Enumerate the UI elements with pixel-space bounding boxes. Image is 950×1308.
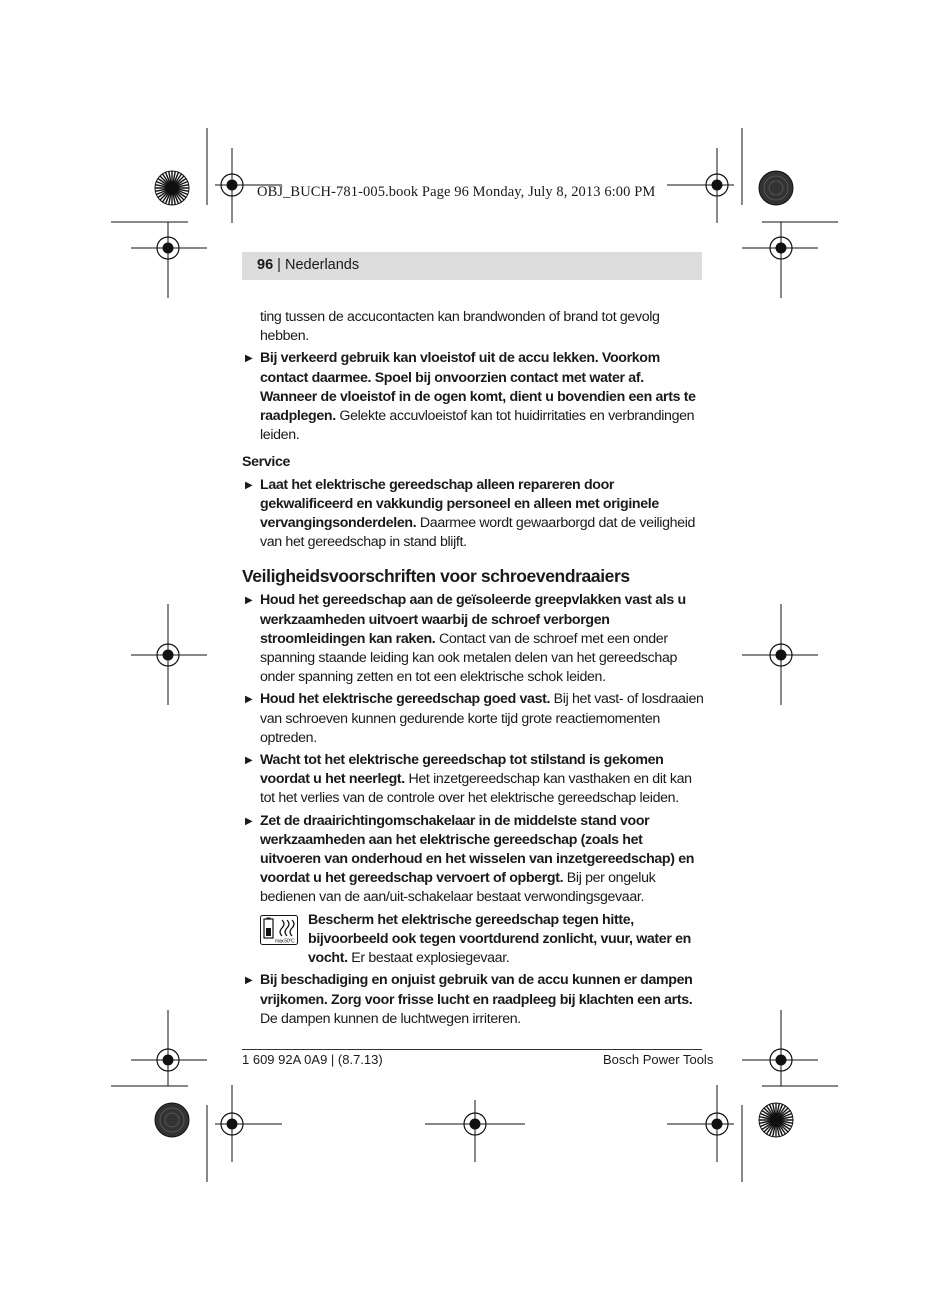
bullet-triangle-icon: ▶ <box>245 694 253 706</box>
bullet-triangle-icon: ▶ <box>245 755 253 767</box>
intro-paragraph: ting tussen de accucontacten kan brandwonden of brand tot gevolg hebben. <box>260 309 660 345</box>
header-separator: | <box>273 257 285 273</box>
list-item: ▶ Laat het elektrische gereedschap alleen repareren door gekwalificeerd en vakkundig personeel en alleen met originele vervangingsonderdelen. Daarmee wordt gewaarborgd dat de veiligheid van het gereedschap in stand blijft. <box>245 476 696 551</box>
heat-warning-item: max.50°C Bescherm het elektrische gereedschap tegen hitte, bijvoorbeeld ook tegen voortdurend zonlicht, vuur, water en vocht. Er bestaat explosiegevaar. <box>242 911 704 969</box>
footer-brand: Bosch Power Tools <box>603 1052 714 1067</box>
svg-text:max.50°C: max.50°C <box>275 938 295 945</box>
document-body <box>242 308 704 1029</box>
list-item: ▶ Zet de draairichtingomschakelaar in de middelste stand voor werkzaamheden aan het elektrische gereedschap (zoals het uitvoeren van onderhoud en het wisselen van inzetgereedschap) en voordat u het gereedschap vervoert of opbergt. Bij per ongeluk bedienen van de aan/uit-schakelaar bestaat verwondingsgevaar. <box>245 812 695 906</box>
footer-document-code: 1 609 92A 0A9 | (8.7.13) <box>242 1052 383 1067</box>
list-item: ▶ Bij verkeerd gebruik kan vloeistof uit de accu lekken. Voorkom contact daarmee. Spoel bij onvoorzien contact met water af. Wanneer de vloeistof in de ogen komt, dient u bovendien een arts te raadplegen. Gelekte accuvloeistof kan tot huidirritaties en verbrandingen leiden. <box>245 350 696 444</box>
list-item: ▶ Bij beschadiging en onjuist gebruik van de accu kunnen er dampen vrijkomen. Zorg voor frisse lucht en raadpleeg bij klachten een arts. De dampen kunnen de luchtwegen irriteren. <box>245 972 693 1027</box>
bullet-triangle-icon: ▶ <box>245 479 253 491</box>
section-name: Nederlands <box>284 257 360 273</box>
bullet-triangle-icon: ▶ <box>245 815 253 827</box>
page-number: 96 <box>257 257 274 273</box>
bullet-triangle-icon: ▶ <box>245 975 253 987</box>
bullet-triangle-icon: ▶ <box>245 595 253 607</box>
list-item: ▶ Houd het gereedschap aan de geïsoleerde greepvlakken vast als u werkzaamheden uitvoert waarbij de schroef verborgen stroomleidingen kan raken. Contact van de schroef met een onder spanning staande leiding kan ook metalen delen van het gereedschap onder spanning zetten en tot een elektrische schok leiden. <box>245 592 686 686</box>
list-item: ▶ Houd het elektrische gereedschap goed vast. Bij het vast- of losdraaien van schroeven kunnen gedurende korte tijd grote reactiemomenten optreden. <box>245 691 704 746</box>
service-heading: Service <box>242 454 291 471</box>
bullet-triangle-icon: ▶ <box>245 353 253 365</box>
list-item: ▶ Wacht tot het elektrische gereedschap tot stilstand is gekomen voordat u het neerlegt. Het inzetgereedschap kan vasthaken en dit kan tot het verlies van de controle over het elektrische gereedschap leiden. <box>245 752 692 807</box>
footer-rule <box>242 1049 702 1050</box>
section-heading: Veiligheidsvoorschriften voor schroevendraaiers <box>242 566 630 587</box>
print-slug: OBJ_BUCH-781-005.book Page 96 Monday, July 8, 2013 6:00 PM <box>257 184 656 200</box>
battery-heat-warning-icon <box>260 915 298 945</box>
page-header <box>257 257 359 273</box>
